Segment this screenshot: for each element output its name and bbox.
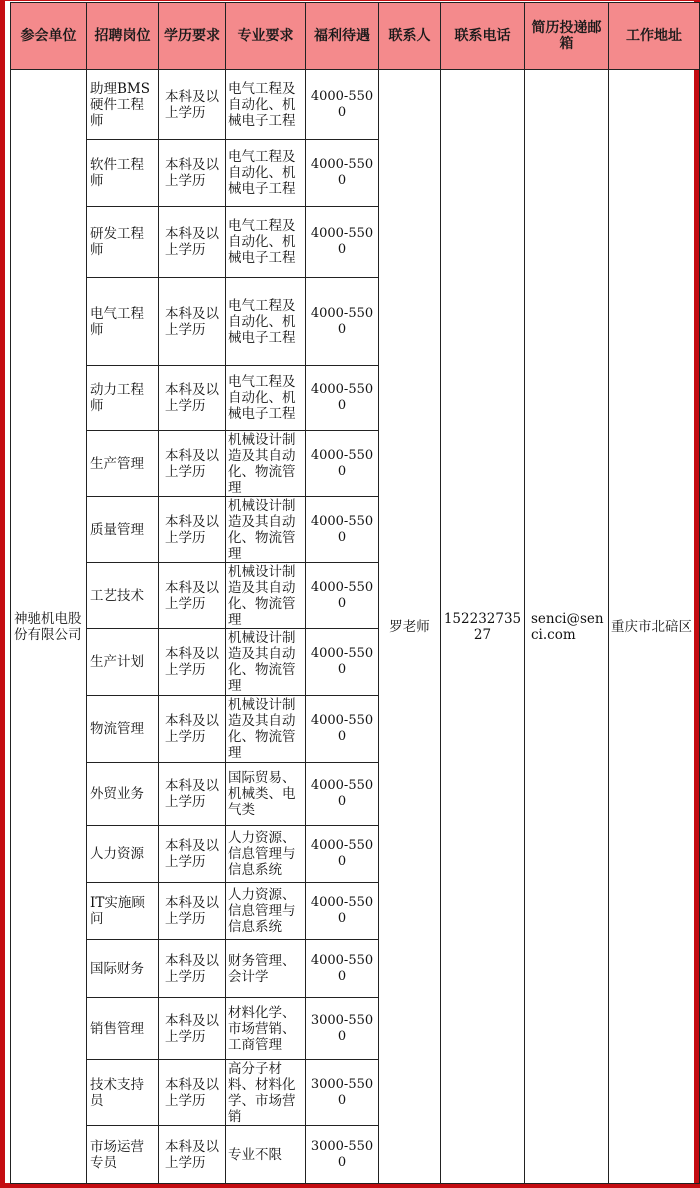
resume-email: senci@senci.com	[525, 70, 609, 1184]
salary-cell: 4000-5500	[306, 763, 379, 826]
major-cell: 人力资源、信息管理与信息系统	[226, 826, 306, 883]
major-cell: 机械设计制造及其自动化、物流管理	[226, 497, 306, 563]
salary-cell: 4000-5500	[306, 366, 379, 431]
header-address: 工作地址	[609, 3, 700, 70]
salary-cell: 4000-5500	[306, 883, 379, 940]
education-cell: 本科及以上学历	[159, 140, 226, 207]
major-cell: 电气工程及自动化、机械电子工程	[226, 366, 306, 431]
position-cell: 销售管理	[87, 998, 159, 1060]
education-cell: 本科及以上学历	[159, 366, 226, 431]
table-row	[11, 70, 700, 140]
education-cell: 本科及以上学历	[159, 883, 226, 940]
header-contact: 联系人	[379, 3, 441, 70]
major-cell: 电气工程及自动化、机械电子工程	[226, 207, 306, 278]
header-salary: 福利待遇	[306, 3, 379, 70]
position-cell: 软件工程师	[87, 140, 159, 207]
major-cell: 人力资源、信息管理与信息系统	[226, 883, 306, 940]
major-cell: 机械设计制造及其自动化、物流管理	[226, 696, 306, 763]
position-cell: 生产管理	[87, 431, 159, 497]
education-cell: 本科及以上学历	[159, 563, 226, 629]
position-cell: 研发工程师	[87, 207, 159, 278]
education-cell: 本科及以上学历	[159, 431, 226, 497]
header-company: 参会单位	[11, 3, 87, 70]
contact-person: 罗老师	[379, 70, 441, 1184]
position-cell: 动力工程师	[87, 366, 159, 431]
major-cell: 机械设计制造及其自动化、物流管理	[226, 629, 306, 696]
position-cell: 生产计划	[87, 629, 159, 696]
salary-cell: 4000-5500	[306, 140, 379, 207]
salary-cell: 4000-5500	[306, 696, 379, 763]
education-cell: 本科及以上学历	[159, 826, 226, 883]
salary-cell: 4000-5500	[306, 563, 379, 629]
salary-cell: 4000-5500	[306, 207, 379, 278]
education-cell: 本科及以上学历	[159, 1126, 226, 1184]
position-cell: 人力资源	[87, 826, 159, 883]
major-cell: 国际贸易、机械类、电气类	[226, 763, 306, 826]
major-cell: 电气工程及自动化、机械电子工程	[226, 70, 306, 140]
major-cell: 高分子材料、材料化学、市场营销	[226, 1060, 306, 1126]
education-cell: 本科及以上学历	[159, 207, 226, 278]
header-email: 简历投递邮箱	[525, 3, 609, 70]
header-position: 招聘岗位	[87, 3, 159, 70]
education-cell: 本科及以上学历	[159, 763, 226, 826]
position-cell: 助理BMS硬件工程师	[87, 70, 159, 140]
position-cell: 工艺技术	[87, 563, 159, 629]
phone-number: 15223273527	[441, 70, 525, 1184]
salary-cell: 3000-5500	[306, 1060, 379, 1126]
education-cell: 本科及以上学历	[159, 70, 226, 140]
recruitment-table	[10, 2, 700, 1184]
position-cell: 技术支持员	[87, 1060, 159, 1126]
major-cell: 财务管理、会计学	[226, 940, 306, 998]
company-name: 神驰机电股份有限公司	[11, 70, 87, 1184]
position-cell: 质量管理	[87, 497, 159, 563]
salary-cell: 3000-5500	[306, 998, 379, 1060]
position-cell: IT实施顾问	[87, 883, 159, 940]
table-body	[11, 70, 700, 1184]
salary-cell: 4000-5500	[306, 431, 379, 497]
position-cell: 电气工程师	[87, 278, 159, 366]
position-cell: 物流管理	[87, 696, 159, 763]
education-cell: 本科及以上学历	[159, 696, 226, 763]
major-cell: 机械设计制造及其自动化、物流管理	[226, 563, 306, 629]
education-cell: 本科及以上学历	[159, 1060, 226, 1126]
major-cell: 材料化学、市场营销、工商管理	[226, 998, 306, 1060]
salary-cell: 4000-5500	[306, 826, 379, 883]
major-cell: 机械设计制造及其自动化、物流管理	[226, 431, 306, 497]
header-phone: 联系电话	[441, 3, 525, 70]
salary-cell: 4000-5500	[306, 70, 379, 140]
header-major: 专业要求	[226, 3, 306, 70]
education-cell: 本科及以上学历	[159, 940, 226, 998]
position-cell: 外贸业务	[87, 763, 159, 826]
position-cell: 国际财务	[87, 940, 159, 998]
education-cell: 本科及以上学历	[159, 278, 226, 366]
education-cell: 本科及以上学历	[159, 497, 226, 563]
position-cell: 市场运营专员	[87, 1126, 159, 1184]
education-cell: 本科及以上学历	[159, 998, 226, 1060]
header-row	[11, 3, 700, 70]
salary-cell: 3000-5500	[306, 1126, 379, 1184]
salary-cell: 4000-5500	[306, 629, 379, 696]
education-cell: 本科及以上学历	[159, 629, 226, 696]
work-address: 重庆市北碚区	[609, 70, 700, 1184]
header-education: 学历要求	[159, 3, 226, 70]
salary-cell: 4000-5500	[306, 940, 379, 998]
salary-cell: 4000-5500	[306, 497, 379, 563]
major-cell: 电气工程及自动化、机械电子工程	[226, 140, 306, 207]
salary-cell: 4000-5500	[306, 278, 379, 366]
major-cell: 专业不限	[226, 1126, 306, 1184]
major-cell: 电气工程及自动化、机械电子工程	[226, 278, 306, 366]
